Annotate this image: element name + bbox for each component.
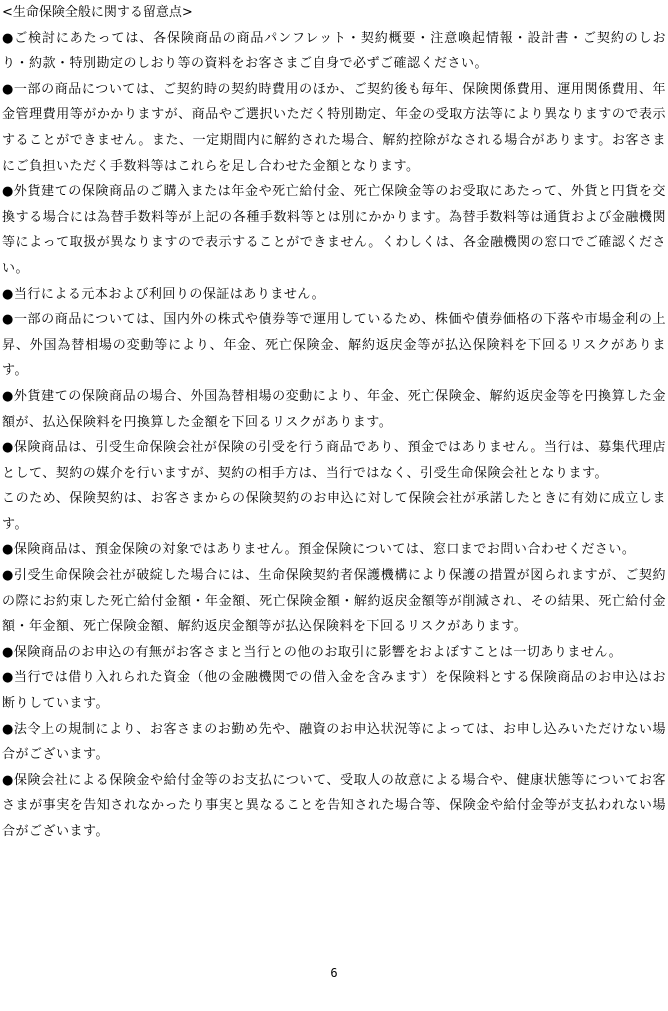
paragraph-review-materials: ●ご検討にあたっては、各保険商品の商品パンフレット・契約概要・注意喚起情報・設計書・ご契約のしおり・約款・特別勘定のしおり等の資料をお客さまご自身で必ずご確認ください。 [2,30,666,72]
page-number: 6 [330,966,338,980]
paragraph-market-risk: ●一部の商品については、国内外の株式や債券等で運用しているため、株価や債券価格の下落や市場金利の上昇、外国為替相場の変動等により、年金、死亡保険金、解約返戻金等が払込保険料を下回るリスクがあります。 [2,312,666,379]
paragraph-legal-restrictions: ●法令上の規制により、お客さまのお勤め先や、融資のお申込状況等によっては、お申し込みいただけない場合がございます。 [2,721,666,763]
paragraph-insurer-failure: ●引受生命保険会社が破綻した場合には、生命保険契約者保護機構により保護の措置が図られますが、ご契約の際にお約束した死亡給付金額・年金額、死亡保険金額・解約返戻金額等が削減され、その結果、死亡給付金額・年金額、死亡保険金額、解約返戻金額等が払込保険料を下回るリスクがあります。 [2,568,666,635]
paragraph-deposit-insurance: ●保険商品は、預金保険の対象ではありません。預金保険については、窓口までお問い合わせください。 [2,542,636,558]
paragraph-fees: ●一部の商品については、ご契約時の契約時費用のほか、ご契約後も毎年、保険関係費用、運用関係費用、年金管理費用等がかかりますが、商品やご選択いただく特別勘定、年金の受取方法等により異なりますので表示することができません。また、一定期間内に解約された場合、解約控除がなされる場合があります。お客さまにご負担いただく手数料等はこれらを足し合わせた金額となります。 [2,81,666,174]
paragraph-borrowed-funds: ●当行では借り入れられた資金（他の金融機関での借入金を含みます）を保険料とする保険商品のお申込はお断りしています。 [2,670,666,712]
document-body [2,0,666,845]
paragraph-no-guarantee: ●当行による元本および利回りの保証はありません。 [2,286,326,302]
paragraph-no-influence: ●保険商品のお申込の有無がお客さまと当行との他のお取引に影響をおよぼすことは一切ありません。 [2,644,623,660]
paragraph-fx-fees: ●外貨建ての保険商品のご購入または年金や死亡給付金、死亡保険金等のお受取にあたって、外貨と円貨を交換する場合には為替手数料等が上記の各種手数料等とは別にかかります。為替手数料等は通貨および金融機関等によって取扱が異なりますので表示することができません。くわしくは、各金融機関の窓口でご確認ください。 [2,184,666,276]
paragraph-not-deposit: ●保険商品は、引受生命保険会社が保険の引受を行う商品であり、預金ではありません。当行は、募集代理店として、契約の媒介を行いますが、契約の相手方は、当行ではなく、引受生命保険会社となります。 [2,440,666,481]
section-heading: <生命保険全般に関する留意点> [2,5,193,20]
paragraph-contract-formation: このため、保険契約は、お客さまからの保険契約のお申込に対して保険会社が承諾したときに有効に成立します。 [2,491,666,532]
paragraph-non-payment: ●保険会社による保険金や給付金等のお支払について、受取人の故意による場合や、健康状態等についてお客さまが事実を告知されなかったり事実と異なることを告知された場合等、保険金や給付金等が支払われない場合がございます。 [2,772,666,839]
paragraph-fx-risk: ●外貨建ての保険商品の場合、外国為替相場の変動により、年金、死亡保険金、解約返戻金等を円換算した金額が、払込保険料を円換算した金額を下回るリスクがあります。 [2,388,666,430]
